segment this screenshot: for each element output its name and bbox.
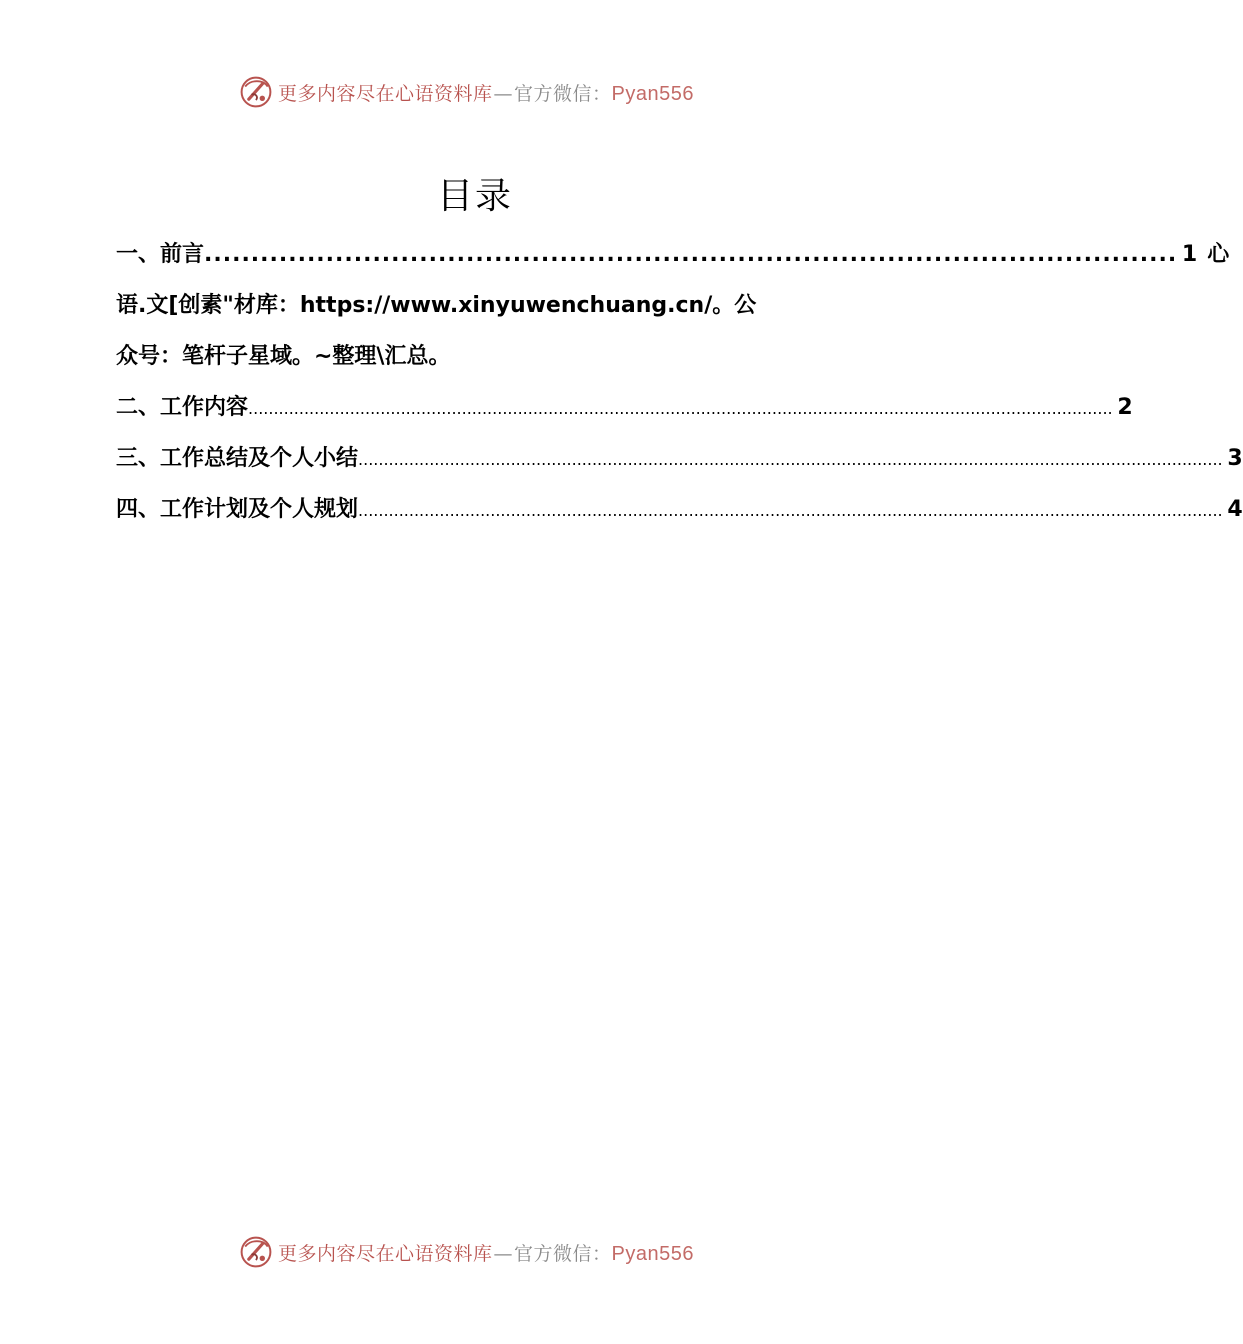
toc-entry-3[interactable] [116, 436, 1243, 487]
toc-entry-tail: 心 [1207, 242, 1230, 267]
banner-slogan: 更多内容尽在心语资料库 [278, 1242, 493, 1265]
banner-text [278, 1239, 694, 1266]
toc-entry-label: 二、工作内容 [116, 395, 249, 420]
toc-entry-label: 三、工作总结及个人小结 [116, 446, 359, 471]
toc-dot-leader: .......................................................................................................................................................................... [248, 399, 1113, 418]
toc-entry-page: 4 [1227, 497, 1243, 522]
table-of-contents [116, 232, 1243, 538]
seal-logo-icon [238, 74, 274, 110]
page-title: 目录 [436, 176, 513, 217]
toc-dot-leader: .......................................................................................................................................................................... [358, 501, 1223, 520]
banner-wechat-label: 官方微信： [514, 82, 612, 105]
banner-account: Pyan556 [611, 1242, 694, 1265]
banner-slogan: 更多内容尽在心语资料库 [278, 82, 493, 105]
toc-dot-leader: .......................................................................................................................................................................... [358, 450, 1223, 469]
banner-separator: — [493, 1242, 514, 1265]
toc-entry-4[interactable] [116, 487, 1243, 538]
banner-text [278, 79, 694, 106]
banner-wechat-label: 官方微信： [514, 1242, 612, 1265]
toc-entry-page: 3 [1227, 446, 1243, 471]
header-banner [238, 72, 758, 112]
toc-note-line: 众号：笔杆子星域。~整理\汇总。 [116, 344, 451, 369]
toc-entry-label: 一、前言 [116, 242, 205, 267]
toc-entry-page: 2 [1117, 395, 1133, 420]
toc-entry-2[interactable] [116, 385, 1133, 436]
banner-separator: — [493, 82, 514, 105]
toc-entry-label: 四、工作计划及个人规划 [116, 497, 359, 522]
footer-banner [238, 1232, 758, 1272]
toc-entry-1[interactable] [116, 232, 1230, 283]
toc-dot-leader: ........................................................................................................ [204, 242, 1178, 267]
toc-note-line: 语.文[创素"材库：https://www.xinyuwenchuang.cn/。公 [116, 293, 757, 318]
banner-account: Pyan556 [611, 82, 694, 105]
seal-logo-icon [238, 1234, 274, 1270]
toc-entry-page: 1 [1181, 242, 1198, 267]
